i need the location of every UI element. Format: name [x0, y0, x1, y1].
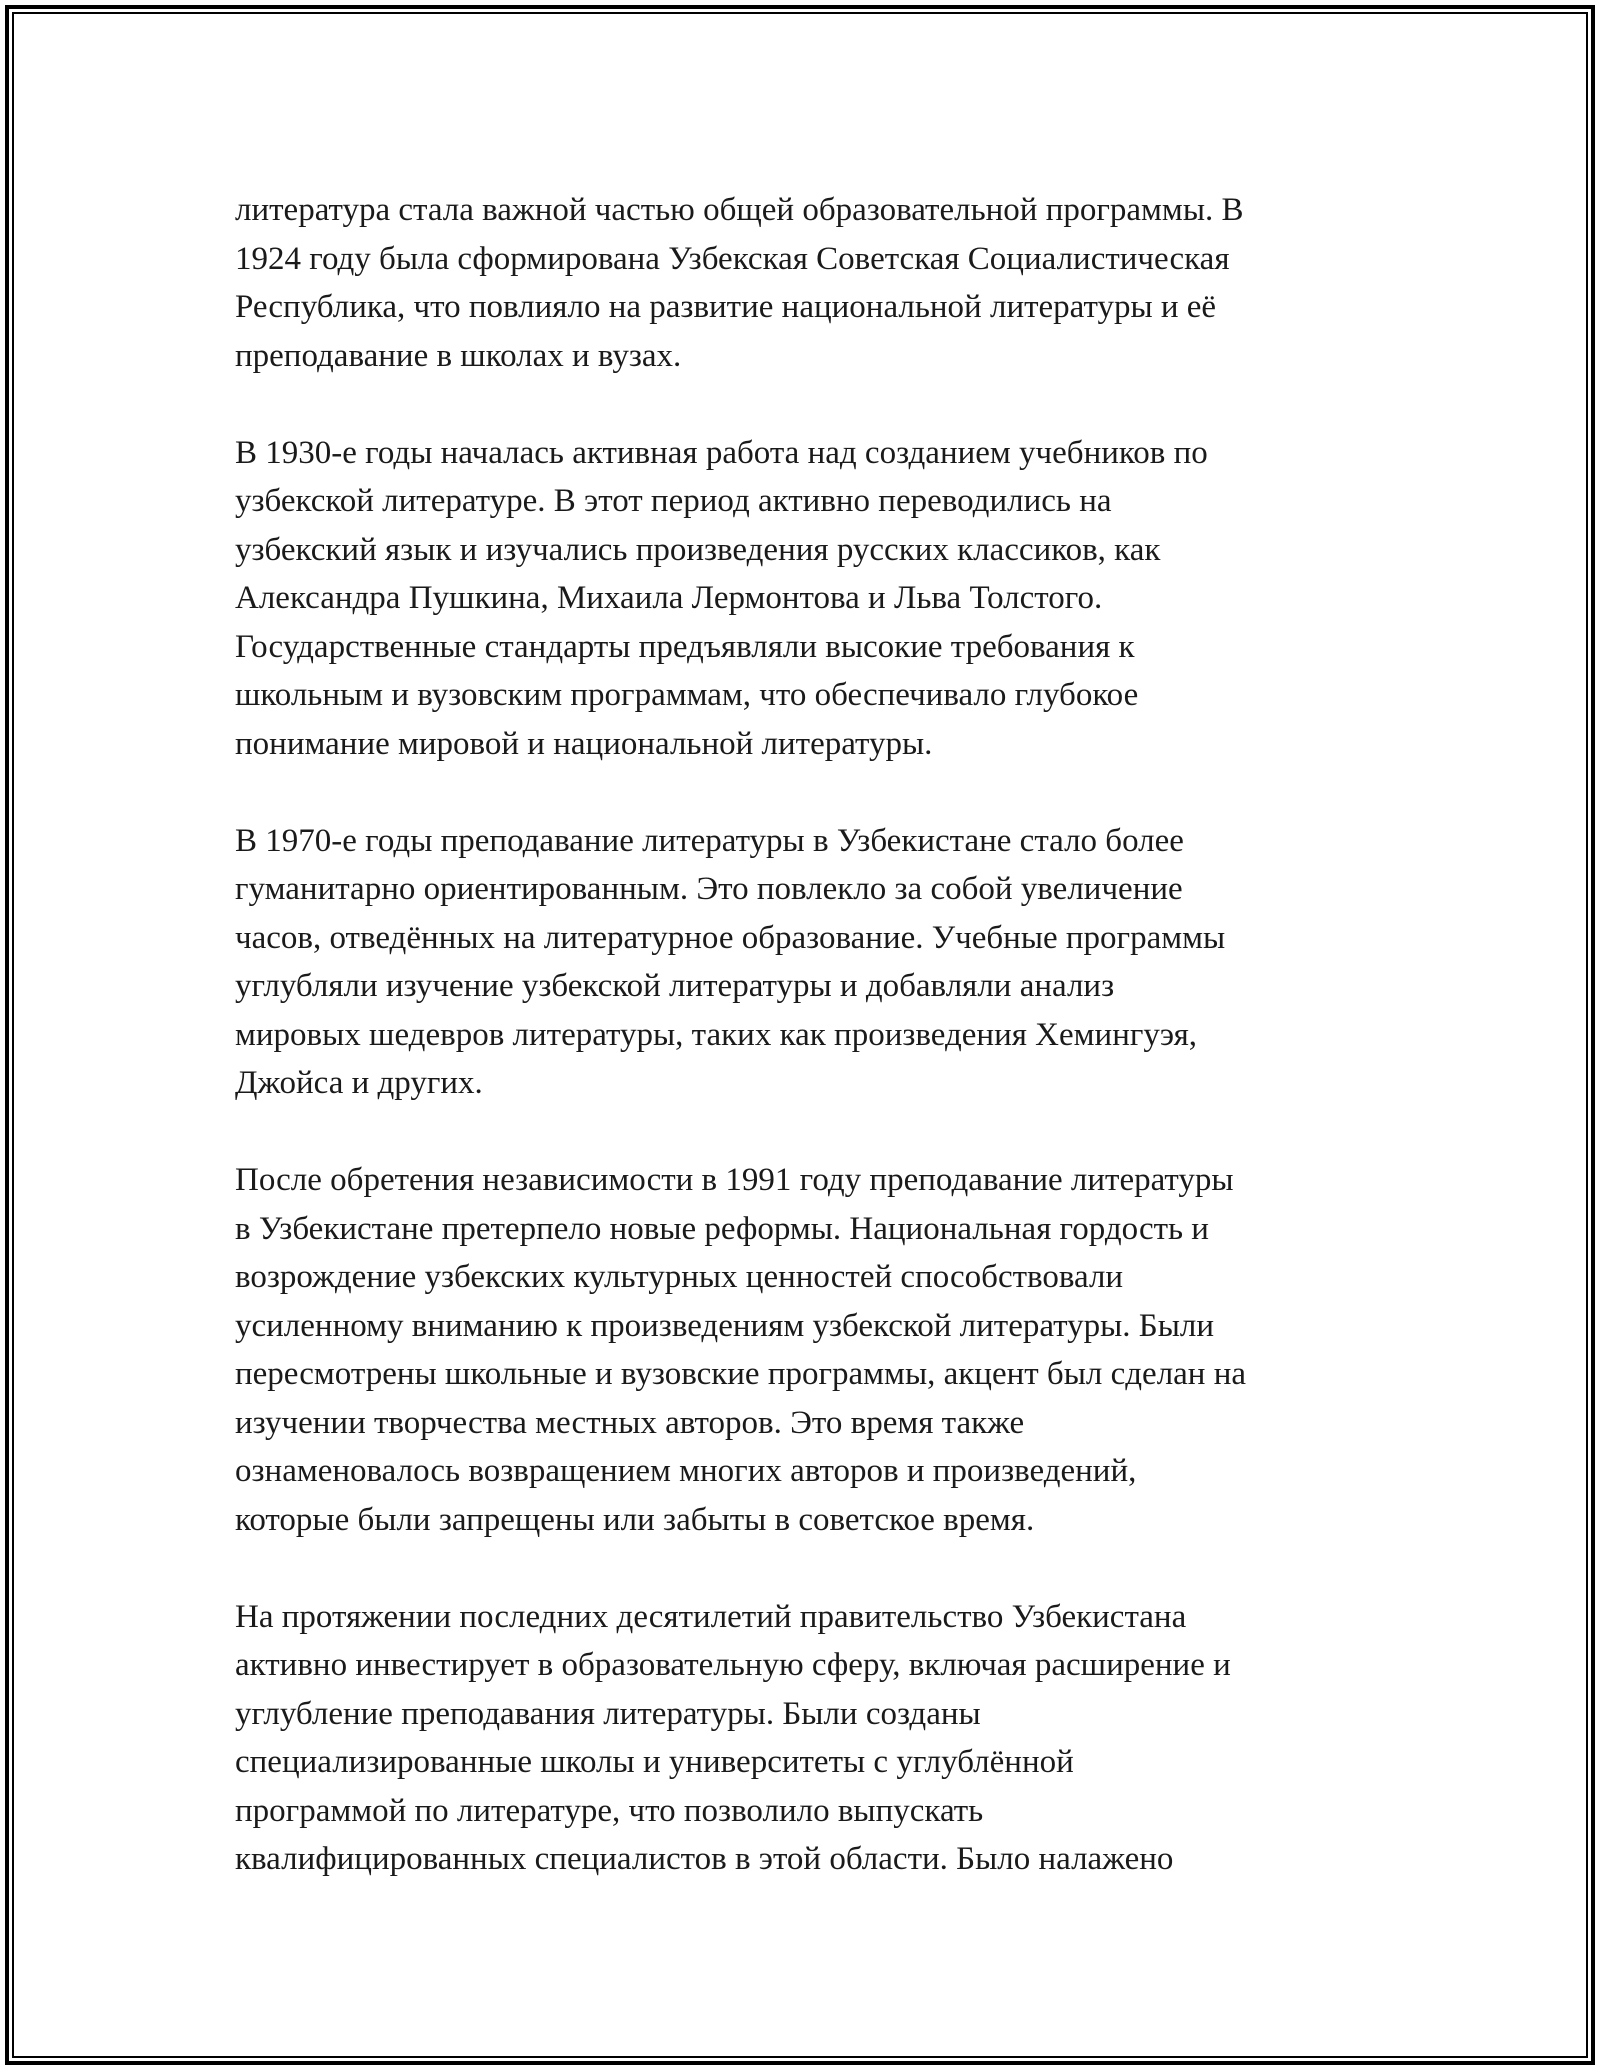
paragraph-5: На протяжении последних десятилетий правительство Узбекистана активно инвестирует в образовательную сферу, включая расширение и углубление преподавания литературы. Были созданы специализированные школы и университеты с углублённой программой по литературе, что позволило выпускать квалифицированных специалистов в этой области. Было налажено	[235, 1598, 1231, 1877]
paragraph-4: После обретения независимости в 1991 году преподавание литературы в Узбекистане претерпело новые реформы. Национальная гордость и возрождение узбекских культурных ценностей способствовали усиленному вниманию к произведениям узбекской литературы. Были пересмотрены школьные и вузовские программы, акцент был сделан на изучении творчества местных авторов. Это время также ознаменовалось возвращением многих авторов и произведений, которые были запрещены или забыты в советское время.	[235, 1162, 1247, 1538]
paragraph-3: В 1970-е годы преподавание литературы в Узбекистане стало более гуманитарно ориентированным. Это повлекло за собой увеличение часов, отведённых на литературное образование. Учебные программы углубляли изучение узбекской литературы и добавляли анализ мировых шедевров литературы, таких как произведения Хемингуэя, Джойса и других.	[235, 822, 1226, 1101]
paragraph-2: В 1930-е годы началась активная работа над созданием учебников по узбекской литературе. В этот период активно переводились на узбекский язык и изучались произведения русских классиков, как Александра Пушкина, Михаила Лермонтова и Льва Толстого. Государственные стандарты предъявляли высокие требования к школьным и вузовским программам, что обеспечивало глубокое понимание мировой и национальной литературы.	[235, 434, 1208, 762]
document-body	[235, 186, 1365, 1884]
paragraph-1: литература стала важной частью общей образовательной программы. В 1924 году была сформирована Узбекская Советская Социалистическая Республика, что повлияло на развитие национальной литературы и её преподавание в школах и вузах.	[235, 192, 1244, 374]
